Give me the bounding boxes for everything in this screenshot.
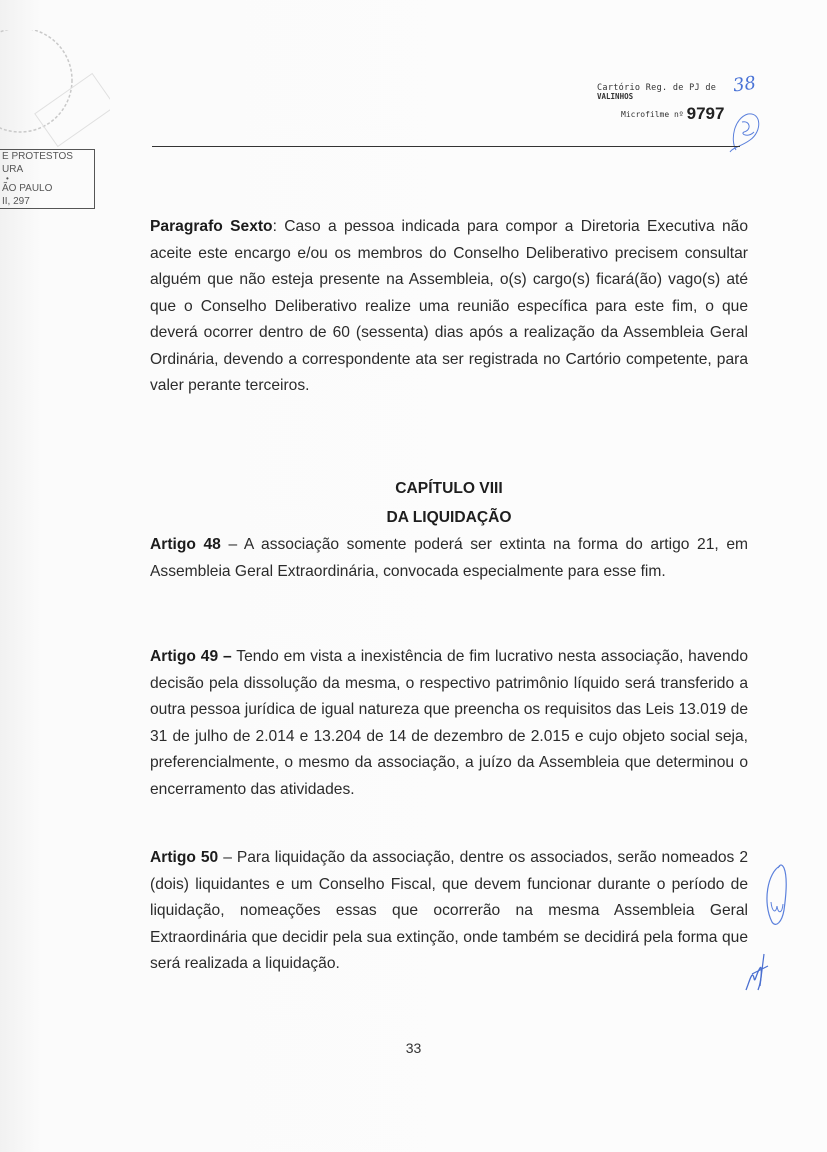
article-label: Artigo 48 — [150, 536, 221, 553]
stamp-line: URA — [2, 164, 24, 175]
margin-initial-signature-icon — [762, 862, 792, 932]
page-number: 33 — [405, 1040, 422, 1056]
article-49 — [150, 644, 748, 803]
paragrafo-sexto — [150, 214, 748, 400]
stamp-line: • — [6, 174, 9, 183]
article-text: – Para liquidação da associação, dentre os associados, serão nomeados 2 (dois) liquidantes e um Conselho Fiscal, que devem funcionar durante o período de liquidação, nomeações essas que ocorrerão na mesma Assembleia Geral Extraordinária que decidir pela sua extinção, onde também se decidirá pela forma que será realizada a liquidação. — [150, 849, 748, 972]
round-seal-icon — [0, 30, 110, 150]
article-text: Tendo em vista a inexistência de fim lucrativo nesta associação, havendo decisão pela dissolução da mesma, o respectivo patrimônio líquido será transferido a outra pessoa jurídica de igual natureza que preencha os requisitos das Leis 13.019 de 31 de julho de 2.014 e 13.204 de 14 de dezembro de 2.015 e cujo objeto social seja, preferencialmente, o mesmo da associação, a juízo da Assembleia que determinou o encerramento das atividades. — [150, 648, 748, 798]
notary-seal-stamp — [0, 30, 110, 210]
registry-city: VALINHOS — [597, 92, 634, 101]
microfilm-number: 9797 — [686, 104, 725, 123]
stamp-line: II, 297 — [2, 196, 30, 207]
article-48 — [150, 532, 748, 585]
chapter-title: DA LIQUIDAÇÃO — [386, 509, 512, 526]
article-label: Artigo 49 – — [150, 648, 232, 665]
protest-office-stamp — [0, 149, 95, 209]
article-label: Artigo 50 — [150, 849, 219, 866]
article-text: – A associação somente poderá ser extinta na forma do artigo 21, em Assembleia Geral Extraordinária, convocada especialmente para esse fim. — [150, 536, 748, 580]
paragraph-label: Paragrafo Sexto — [150, 218, 273, 235]
handwritten-page-number: 38 — [731, 72, 758, 97]
stamp-line: ÃO PAULO — [2, 183, 53, 194]
registry-office: Cartório Reg. de PJ de — [597, 83, 717, 93]
chapter-number: CAPÍTULO VIII — [395, 480, 503, 497]
header-divider — [152, 146, 740, 147]
registry-stamp — [597, 83, 747, 124]
margin-rubric-signature-icon — [742, 950, 772, 995]
article-50 — [150, 845, 748, 978]
chapter-heading — [150, 474, 748, 532]
paragraph-text: : Caso a pessoa indicada para compor a Diretoria Executiva não aceite este encargo e/ou os membros do Conselho Deliberativo precisem consultar alguém que não esteja presente na Assembleia, o(s) cargo(s) ficará(ão) vago(s) até que o Conselho Deliberativo realize uma reunião específica para este fim, o que deverá ocorrer dentro de 60 (sessenta) dias após a realização da Assembleia Geral Ordinária, devendo a correspondente ata ser registrada no Cartório competente, para valer perante terceiros. — [150, 218, 748, 394]
microfilm-label: Microfilme nº — [621, 110, 684, 119]
handwritten-initial-icon — [728, 110, 764, 154]
stamp-line: E PROTESTOS — [2, 151, 73, 162]
